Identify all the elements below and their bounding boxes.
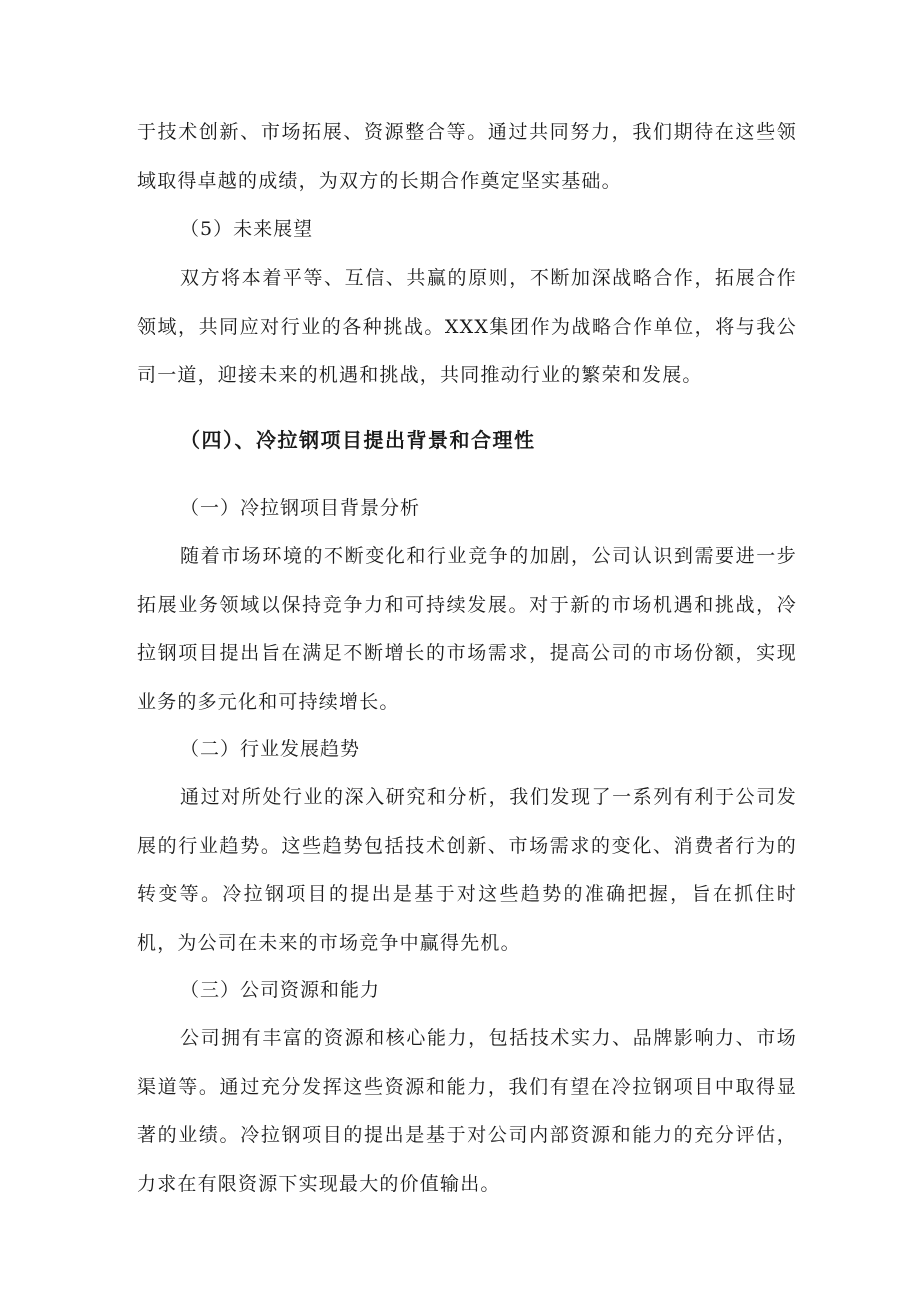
paragraph-industry-trends: 通过对所处行业的深入研究和分析，我们发现了一系列有利于公司发展的行业趋势。这些趋势包括技术创新、市场需求的变化、消费者行为的转变等。冷拉钢项目的提出是基于对这些趋势的准确把握，旨在抓住时机，为公司在未来的市场竞争中赢得先机。 — [137, 786, 797, 954]
subsection-2-title: （二）行业发展趋势 — [180, 738, 361, 760]
subsection-3-title: （三）公司资源和能力 — [180, 979, 381, 1001]
paragraph-continued: 于技术创新、市场拓展、资源整合等。通过共同努力，我们期待在这些领域取得卓越的成绩，为双方的长期合作奠定坚实基础。 — [137, 121, 797, 192]
paragraph-company-resources: 公司拥有丰富的资源和核心能力，包括技术实力、品牌影响力、市场渠道等。通过充分发挥这些资源和能力，我们有望在冷拉钢项目中取得显著的业绩。冷拉钢项目的提出是基于对公司内部资源和能力的充分评估，力求在有限资源下实现最大的价值输出。 — [137, 1027, 797, 1195]
subsection-1-title: （一）冷拉钢项目背景分析 — [180, 497, 421, 519]
section-4-heading: （四）、冷拉钢项目提出背景和合理性 — [180, 428, 536, 452]
paragraph-future-outlook: 双方将本着平等、互信、共赢的原则，不断加深战略合作，拓展合作领域，共同应对行业的各种挑战。XXX集团作为战略合作单位，将与我公司一道，迎接未来的机遇和挑战，共同推动行业的繁荣和发展。 — [137, 267, 797, 387]
subsection-5-title: （5）未来展望 — [180, 218, 314, 240]
paragraph-project-background: 随着市场环境的不断变化和行业竞争的加剧，公司认识到需要进一步拓展业务领域以保持竞争力和可持续发展。对于新的市场机遇和挑战，冷拉钢项目提出旨在满足不断增长的市场需求，提高公司的市场份额，实现业务的多元化和可持续增长。 — [137, 545, 797, 713]
